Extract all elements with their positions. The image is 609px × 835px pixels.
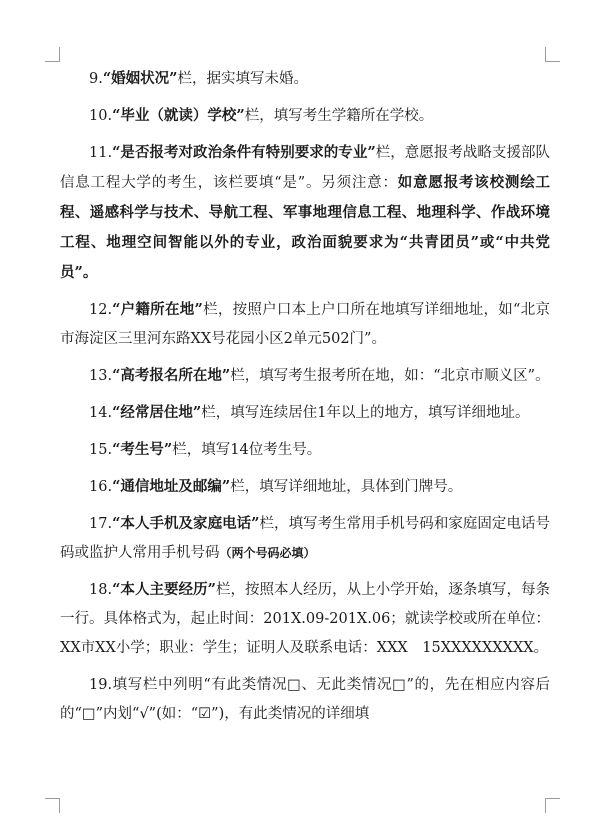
item-text: 栏，据实填写未婚。 (177, 71, 309, 87)
item-title: “本人主要经历” (112, 581, 216, 598)
item-18 (60, 575, 550, 663)
item-title: “经常居住地” (112, 404, 202, 421)
item-title: “本人手机及家庭电话” (112, 515, 260, 532)
item-number: 17. (89, 516, 113, 532)
document-body (60, 64, 550, 736)
item-text: 栏，填写14位考生号。 (172, 442, 322, 458)
item-title: “通信地址及邮编” (112, 478, 231, 495)
item-text: 栏，填写考生学籍所在学校。 (244, 108, 434, 124)
item-bold-note: 如意愿报考该校测绘工程、遥感科学与技术、导航工程、军事地理信息工程、地理科学、作战环境工程、地理空间智能以外的专业，政治面貌要求为“共青团员”或“中共党员”。 (60, 174, 551, 281)
item-number: 16. (89, 479, 113, 495)
item-number: 10. (89, 108, 113, 124)
item-text: 栏，按照本人经历，从上小学开始，逐条填写，每条一行。具体格式为，起止时间：201X.09-201X.06；就读学校或所在单位：XX市XX小学；职业：学生；证明人及联系电话：XXX 15XXXXXXXXX。 (60, 582, 550, 656)
item-11 (60, 138, 550, 288)
item-17 (60, 509, 550, 568)
item-title: “毕业（就读）学校” (112, 107, 245, 124)
item-text: 栏，填写考生常用手机号码和家庭固定电话号码或监护人常用手机号码 (60, 516, 550, 561)
item-13 (60, 361, 550, 391)
item-title: “婚姻状况” (102, 70, 178, 87)
item-16 (60, 472, 550, 502)
item-text: 栏，填写连续居住1年以上的地方，填写详细地址。 (201, 405, 530, 421)
item-number: 19. (89, 677, 113, 693)
item-number: 13. (89, 368, 113, 384)
item-small-note: （两个号码必填） (219, 546, 316, 560)
item-number: 9. (89, 71, 103, 87)
item-title: “是否报考对政治条件有特别要求的专业” (112, 144, 376, 161)
item-text: 填写栏中列明“有此类情况□、无此类情况□”的，先在相应内容后的“□”内划“√”(如：“☑”)，有此类情况的详细填 (60, 677, 550, 722)
item-19 (60, 670, 550, 729)
margin-mark-top-left (45, 47, 60, 62)
margin-mark-bottom-right (545, 798, 560, 813)
item-number: 18. (89, 582, 113, 598)
item-15 (60, 435, 550, 465)
item-number: 12. (89, 302, 113, 318)
item-number: 11. (89, 145, 113, 161)
item-9 (60, 64, 550, 94)
margin-mark-bottom-left (45, 798, 60, 813)
item-text: 栏，按照户口本上户口所在地填写详细地址，如“北京市海淀区三里河东路XX号花园小区2单元502门”。 (60, 302, 550, 347)
item-title: “户籍所在地” (112, 301, 203, 318)
item-number: 14. (89, 405, 113, 421)
item-number: 15. (89, 442, 113, 458)
item-text: 栏，填写详细地址，具体到门牌号。 (230, 479, 463, 495)
item-text: 栏，填写考生报考所在地，如：“北京市顺义区”。 (230, 368, 550, 384)
item-text: 栏，意愿报考战略支援部队信息工程大学的考生，该栏要填“是”。另须注意： (60, 145, 551, 191)
item-title: “高考报名所在地” (112, 367, 231, 384)
item-14 (60, 398, 550, 428)
item-12 (60, 295, 550, 354)
item-10 (60, 101, 550, 131)
item-title: “考生号” (112, 441, 173, 458)
margin-mark-top-right (545, 47, 560, 62)
